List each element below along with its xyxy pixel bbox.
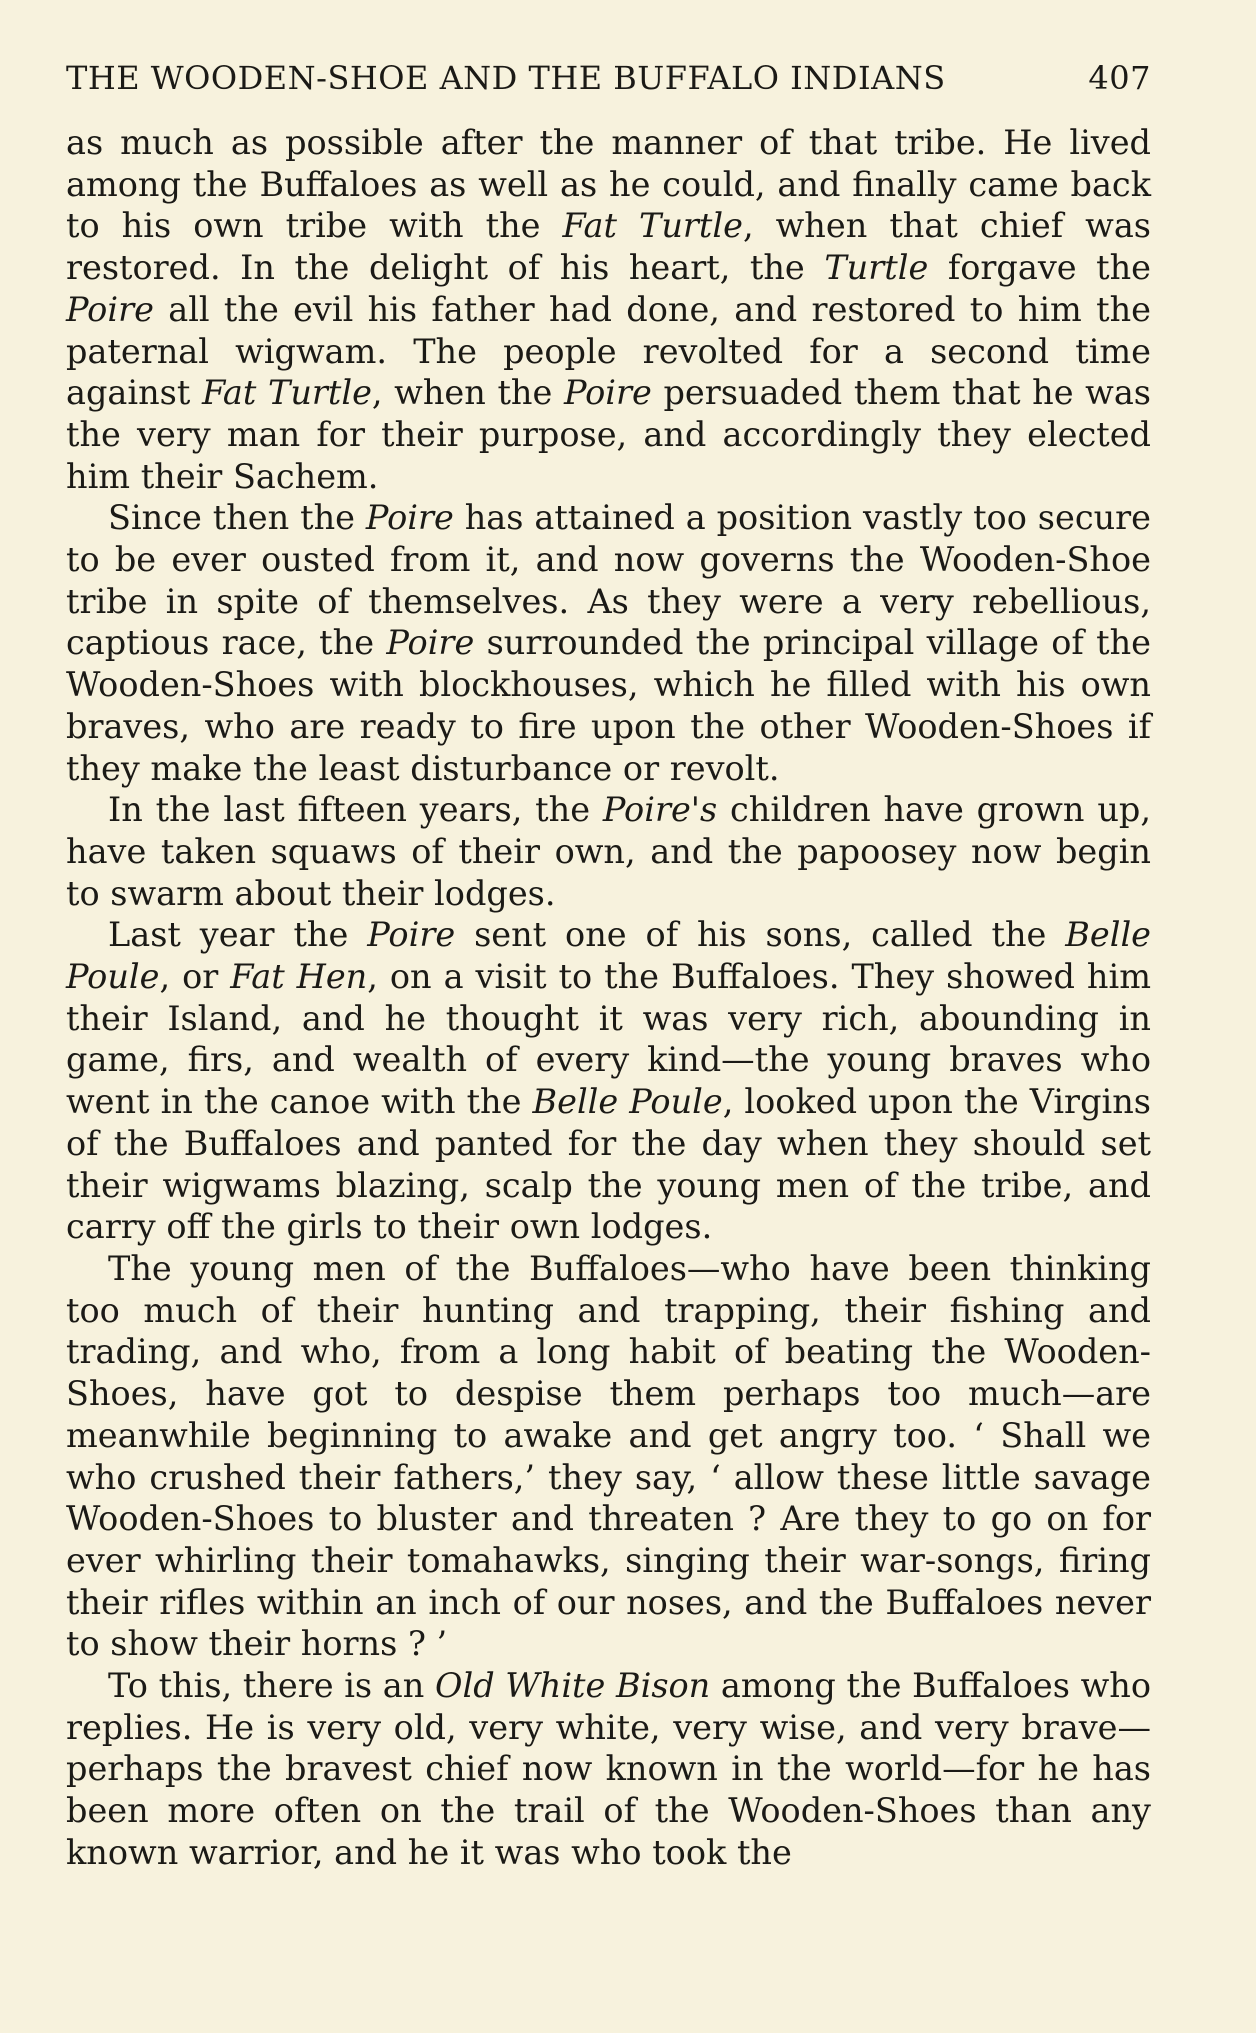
page-number: 407 [1088, 59, 1151, 97]
paragraph-2: Since then the Poire has attained a position vastly too secure to be ever ousted from it, and now governs the Wooden-Shoe tribe in spite of themselves. As they were a very rebellious, captious race, the Poire surrounded the principal village of the Wooden-Shoes with blockhouses, which he filled with his own braves, who are ready to fire upon the other Wooden-Shoes if they make the least disturbance or revolt. [66, 498, 1151, 788]
paragraph-3: In the last fifteen years, the Poire's children have grown up, have taken squaws of their own, and the papoosey now begin to swarm about their lodges. [66, 790, 1151, 913]
running-head-title: THE WOODEN-SHOE AND THE BUFFALO INDIANS [66, 59, 946, 97]
paragraph-4: Last year the Poire sent one of his sons, called the Belle Poule, or Fat Hen, on a visit to the Buffaloes. They showed him their Island, and he thought it was very rich, abounding in game, firs, and wealth of every kind—the young braves who went in the canoe with the Belle Poule, looked upon the Virgins of the Buffaloes and panted for the day when they should set their wigwams blazing, scalp the young men of the tribe, and carry off the girls to their own lodges. [66, 915, 1151, 1247]
running-head [66, 52, 1151, 104]
paragraph-5: The young men of the Buffaloes—who have been thinking too much of their hunting and trapping, their fishing and trading, and who, from a long habit of beating the Wooden-Shoes, have got to despise them perhaps too much—are meanwhile beginning to awake and get angry too. ‘ Shall we who crushed their fathers,’ they say, ‘ allow these little savage Wooden-Shoes to bluster and threaten ? Are they to go on for ever whirling their tomahawks, singing their war-songs, firing their rifles within an inch of our noses, and the Buffaloes never to show their horns ? ’ [66, 1248, 1151, 1664]
body-text [66, 122, 1151, 1874]
paragraph-6: To this, there is an Old White Bison among the Buffaloes who replies. He is very old, very white, very wise, and very brave—perhaps the bravest chief now known in the world—for he has been more often on the trail of the Wooden-Shoes than any known warrior, and he it was who took the [66, 1666, 1152, 1872]
paragraph-1: as much as possible after the manner of that tribe. He lived among the Buffaloes as well as he could, and finally came back to his own tribe with the Fat Turtle, when that chief was restored. In the delight of his heart, the Turtle forgave the Poire all the evil his father had done, and restored to him the paternal wigwam. The people revolted for a second time against Fat Turtle, when the Poire persuaded them that he was the very man for their purpose, and accordingly they elected him their Sachem. [66, 123, 1152, 496]
